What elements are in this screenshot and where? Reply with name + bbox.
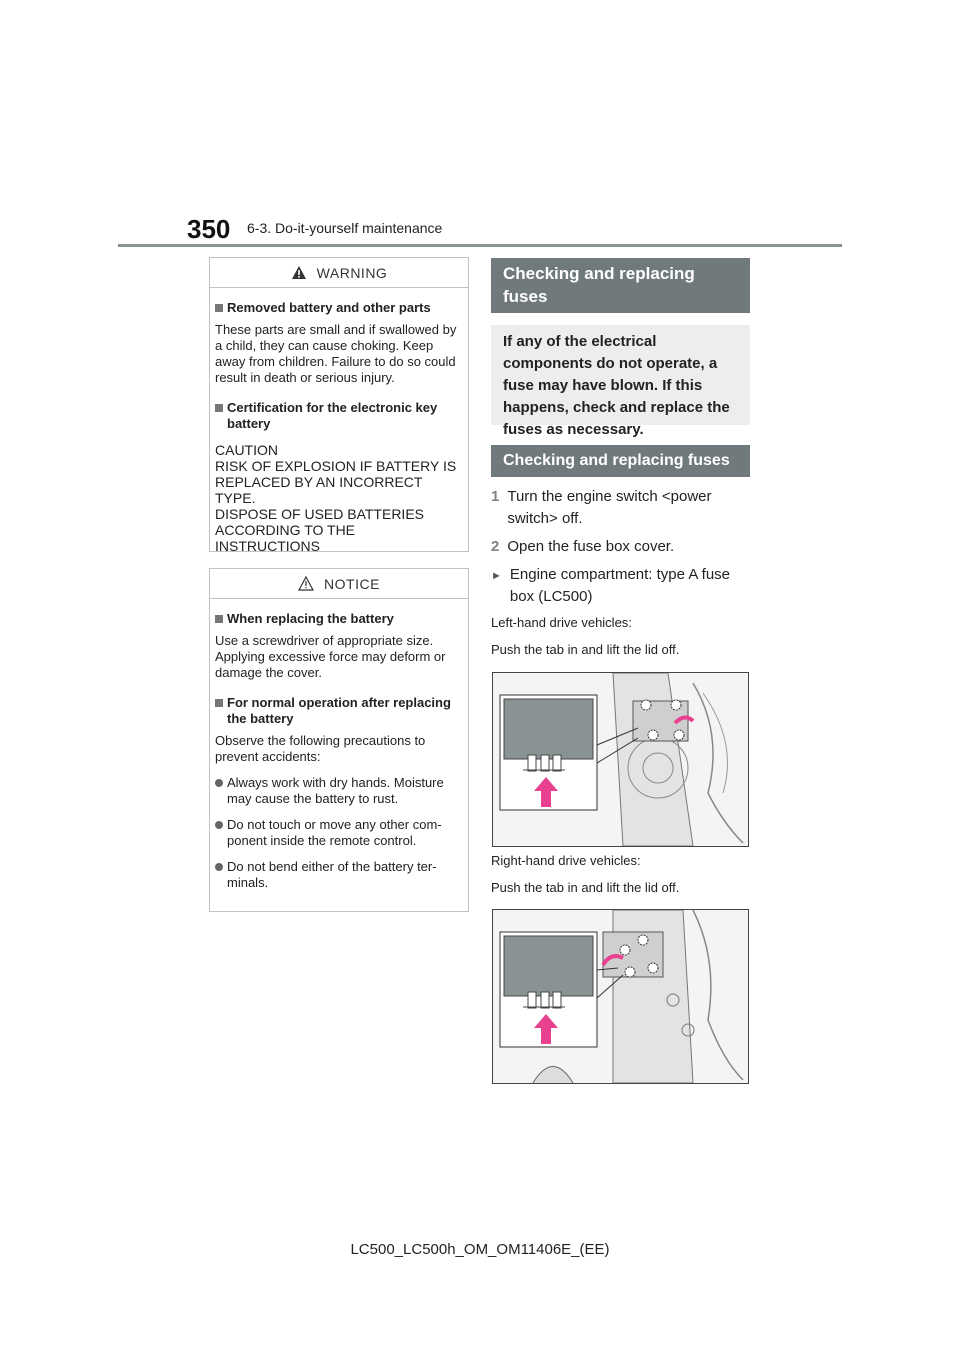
footer-doc-code: LC500_LC500h_OM_OM11406E_(EE) xyxy=(350,1241,610,1258)
arrow-right-icon: ► xyxy=(491,570,502,582)
notice-icon xyxy=(298,576,314,591)
subsection-heading: Checking and replacing fuses xyxy=(491,445,750,477)
engine-illustration xyxy=(493,673,748,846)
notice-item-heading: For normal operation after replacing the battery xyxy=(215,695,462,727)
notice-bullet: Do not bend either of the battery ter-minals. xyxy=(215,859,462,891)
header-rule xyxy=(118,244,842,247)
notice-box xyxy=(209,568,469,912)
round-bullet-icon xyxy=(215,863,223,871)
warning-title: WARNING xyxy=(316,264,388,281)
warning-item-heading: Certification for the electronic key battery xyxy=(215,400,462,432)
section-title: 6-3. Do-it-yourself maintenance xyxy=(247,220,443,236)
notice-bullet: Do not touch or move any other com-ponent inside the remote control. xyxy=(215,817,462,849)
warning-item-heading: Removed battery and other parts xyxy=(215,300,462,316)
warning-icon xyxy=(291,265,307,280)
lhd-instruction: Push the tab in and lift the lid off. xyxy=(491,642,680,657)
lhd-label: Left-hand drive vehicles: xyxy=(491,615,632,630)
warning-item-text: These parts are small and if swallowed by a child, they can cause choking. Keep away from children. Failure to do so could result in death or serious injury. xyxy=(215,322,457,385)
notice-title: NOTICE xyxy=(324,575,380,592)
square-bullet-icon xyxy=(215,699,223,707)
engine-illustration xyxy=(493,910,748,1083)
intro-text: If any of the electrical components do not operate, a fuse may have blown. If this happens, check and replace the fuses as necessary. xyxy=(491,325,750,425)
notice-item-text: Use a screwdriver of appropriate size. Applying excessive force may deform or damage the cover. xyxy=(215,633,446,680)
section-heading: Checking and replacing fuses xyxy=(491,258,750,313)
warning-box xyxy=(209,257,469,552)
arrow-item: ► Engine compartment: type A fuse box (LC500) xyxy=(491,564,750,608)
fuse-box-figure-lhd xyxy=(492,672,749,847)
rhd-label: Right-hand drive vehicles: xyxy=(491,853,641,868)
warning-header xyxy=(210,258,468,288)
round-bullet-icon xyxy=(215,821,223,829)
square-bullet-icon xyxy=(215,404,223,412)
notice-item-heading: When replacing the battery xyxy=(215,611,462,627)
notice-item-text: Observe the following precautions to prevent accidents: xyxy=(215,733,426,764)
rhd-instruction: Push the tab in and lift the lid off. xyxy=(491,880,680,895)
step-1: 1 Turn the engine switch <power switch> off. xyxy=(491,488,712,527)
round-bullet-icon xyxy=(215,779,223,787)
square-bullet-icon xyxy=(215,304,223,312)
square-bullet-icon xyxy=(215,615,223,623)
notice-header xyxy=(210,569,468,599)
step-2: 2 Open the fuse box cover. xyxy=(491,538,675,555)
fuse-box-figure-rhd xyxy=(492,909,749,1084)
page-number: 350 xyxy=(187,214,231,244)
caution-text: CAUTION RISK OF EXPLOSION IF BATTERY IS REPLACED BY AN INCORRECT TYPE. DISPOSE OF USED BATTERIES ACCORDING TO THE INSTRUCTIONS xyxy=(215,442,457,554)
notice-bullet: Always work with dry hands. Moisture may cause the battery to rust. xyxy=(215,775,462,807)
